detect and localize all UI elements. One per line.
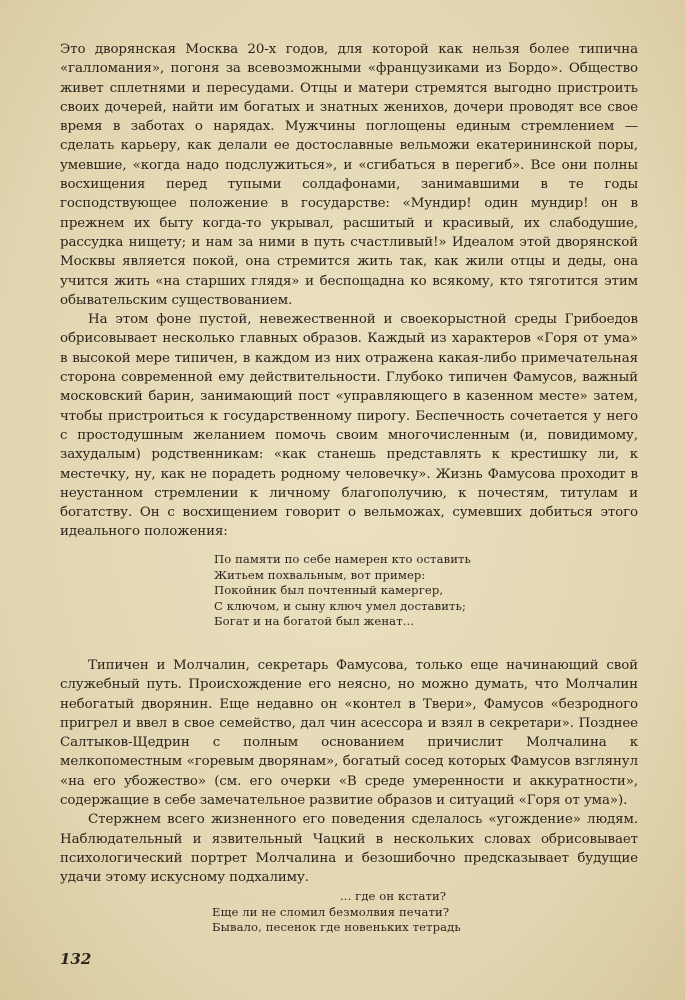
poem-quote-famusov	[214, 552, 471, 630]
poem-line: ... где он кстати?	[340, 889, 447, 903]
paragraph-griboedov-images: На этом фоне пустой, невежественной и своекорыстной среды Грибоедов обрисовывает несколько главных образов. Каждый из характеров «Горя от ума» в высокой мере типичен, в каждом из них отражена какая-либо примечательная сторона современной ему действительности. Глубоко типичен Фамусов, важный московский барин, занимающий пост «управляющего в казенном месте» затем, чтобы пристроиться к государственному пирогу. Беспечность сочетается у него с простодушным желанием помочь своим многочисленным (и, повидимому, захудалым) родственникам: «как станешь представлять к крестишку ли, к местечку, ну, как не порадеть родному человечку». Жизнь Фамусова проходит в неустанном стремлении к личному благополучию, к почестям, титулам и богатству. Он с восхищением говорит о вельможах, сумевших добиться этого идеального положения:	[60, 312, 638, 540]
page-number: 132	[60, 950, 92, 968]
poem-line: Бывало, песенок где новеньких тетрадь	[212, 920, 461, 935]
poem-line: Богат и на богатой был женат...	[214, 614, 415, 629]
poem-line: Житьем похвальным, вот пример:	[214, 567, 426, 582]
paragraph-molchalin: Типичен и Молчалин, секретарь Фамусова, только еще начинающий свой служебный путь. Происхождение его неясно, но можно думать, что Молчалин небогатый дворянин. Еще недавно он «контел в Твери», Фамусов «безродного пригрел и ввел в свое семейство, дал чин асессора и взял в секретари». Позднее Салтыков-Щедрин с полным основанием причислит Молчалина к мелкопоместным «горевым дворянам», богатый сосед которых Фамусов взглянул «на его убожество» (см. его очерки «В среде умеренности и аккуратности», содержащие в себе замечательное развитие образов и ситуаций «Горя от ума»).	[60, 658, 638, 809]
poem-line: Еще ли не сломил безмолвия печати?	[212, 904, 450, 919]
bottom-text-block	[60, 656, 638, 888]
poem-line: С ключом, и сыну ключ умел доставить;	[214, 598, 466, 613]
poem-line: Покойник был почтенный камергер,	[214, 583, 444, 598]
paragraph-moscow-nobility: Это дворянская Москва 20-х годов, для которой как нельзя более типична «галломания», погоня за всевозможными «французиками из Бордо». Общество живет сплетнями и пересудами. Отцы и матери стремятся выгодно пристроить своих дочерей, найти им богатых и знатных женихов, дочери проводят все свое время в заботах о нарядах. Мужчины поглощены единым стремлением — сделать карьеру, как делали ее достославные вельможи екатерининской поры, умевшие, «когда надо подслужиться», и «сгибаться в перегиб». Все они полны восхищения перед тупыми солдафонами, занимавшими в те годы господствующее положение в государстве: «Мундир! один мундир! он в прежнем их быту когда-то укрывал, расшитый и красивый, их слабодушие, рассудка нищету; и нам за ними в путь счастливый!» Идеалом этой дворянской Москвы является покой, она стремится жить так, как жили отцы и деды, она учится жить «на старших глядя» и беспощадна ко всякому, кто тяготится этим обывательским существованием.	[60, 42, 638, 308]
poem-quote-chatsky	[212, 889, 461, 936]
top-text-block	[60, 40, 638, 542]
poem-line: По памяти по себе намерен кто оставить	[214, 552, 471, 566]
paragraph-chatsky: Стержнем всего жизненного его поведения сделалось «угождение» людям. Наблюдательный и язвительный Чацкий в нескольких словах обрисовывает психологический портрет Молчалина и безошибочно предсказывает будущие удачи этому искусному подхалиму.	[60, 812, 638, 886]
